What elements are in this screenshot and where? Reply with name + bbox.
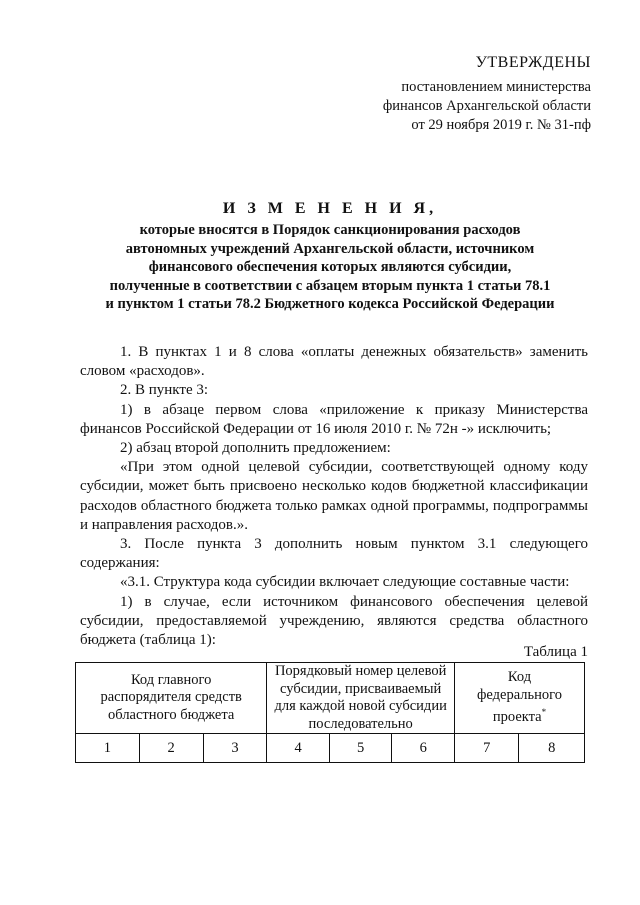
- paragraph: 2) абзац второй дополнить предложением:: [120, 440, 391, 457]
- paragraph: «3.1. Структура кода субсидии включает следующие составные части:: [120, 574, 570, 591]
- approval-line: от 29 ноября 2019 г. № 31-пф: [411, 117, 591, 133]
- title-line: автономных учреждений Архангельской области, источником: [125, 240, 535, 257]
- approval-heading: УТВЕРЖДЕНЫ: [475, 54, 591, 71]
- header-text: Порядковый номер целевой субсидии, присваиваемый для каждой новой субсидии последовательно: [274, 663, 447, 732]
- paragraph: 1) в абзаце первом слова «приложение к приказу Министерства финансов Российской Федерации от 16 июля 2010 г. № 72н -» исключить;: [80, 401, 588, 437]
- table-cell: 5: [329, 734, 392, 763]
- header-cell: [267, 663, 455, 734]
- approval-line: финансов Архангельской области: [382, 98, 591, 114]
- title-line: которые вносятся в Порядок санкционирования расходов: [139, 222, 521, 238]
- table-row: [76, 734, 585, 763]
- title-line: финансового обеспечения которых являются субсидии,: [148, 259, 512, 275]
- paragraph: 3. После пункта 3 дополнить новым пунктом 3.1 следующего содержания:: [80, 536, 588, 572]
- paragraph: 1) в случае, если источником финансового обеспечения целевой субсидии, предоставляемой учреждению, являются средства областного бюджета (таблица 1):: [80, 593, 588, 649]
- footnote-mark: *: [541, 707, 547, 718]
- approval-line: постановлением министерства: [401, 79, 591, 95]
- document-body: [80, 343, 588, 650]
- document-title: [60, 200, 600, 314]
- paragraph: «При этом одной целевой субсидии, соответствующей одному коду субсидии, может быть присвоено несколько кодов бюджетной классификации расходов областного бюджета только рамках одной программы, подпрограммы и направления расходов.».: [80, 459, 588, 533]
- header-text: Код федерального проекта: [477, 669, 562, 726]
- table-cell: 2: [139, 734, 203, 763]
- title-line: полученные в соответствии с абзацем вторым пункта 1 статьи 78.1: [109, 277, 551, 294]
- table-cell: 6: [392, 734, 455, 763]
- title-main: И З М Е Н Е Н И Я,: [222, 200, 438, 217]
- table-header-row: [76, 663, 585, 734]
- approval-block: [291, 54, 591, 135]
- header-cell: [76, 663, 267, 734]
- paragraph: 2. В пункте 3:: [120, 382, 209, 399]
- structure-table: [75, 662, 585, 763]
- table-cell: 8: [519, 734, 585, 763]
- header-cell: [454, 663, 584, 734]
- paragraph: 1. В пунктах 1 и 8 слова «оплаты денежных обязательств» заменить словом «расходов».: [80, 344, 588, 380]
- table-cell: 7: [454, 734, 518, 763]
- table-caption: Таблица 1: [523, 644, 588, 660]
- table-cell: 3: [203, 734, 267, 763]
- table-cell: 1: [76, 734, 140, 763]
- title-line: и пунктом 1 статьи 78.2 Бюджетного кодекса Российской Федерации: [105, 296, 555, 312]
- table-cell: 4: [267, 734, 330, 763]
- header-text: Код главного распорядителя средств областного бюджета: [100, 671, 242, 723]
